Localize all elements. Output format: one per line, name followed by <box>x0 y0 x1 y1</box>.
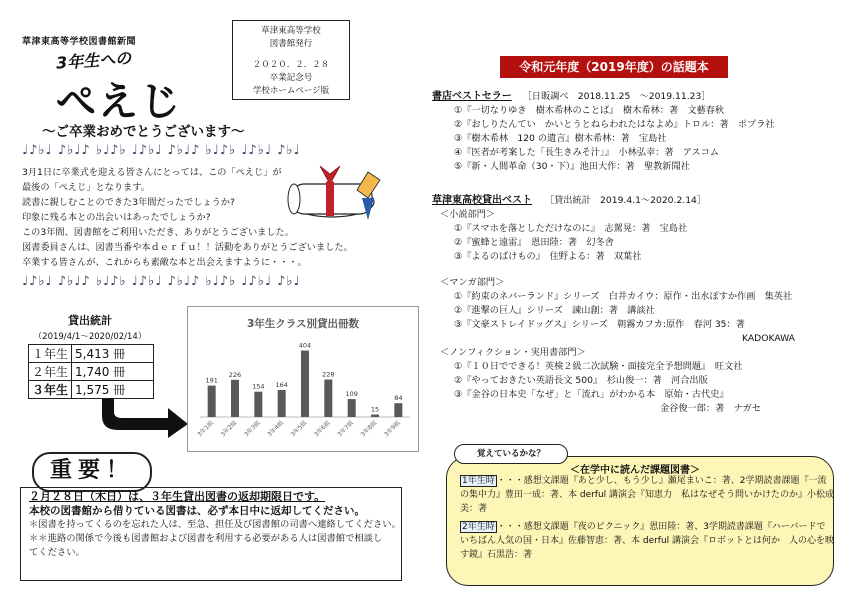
grade1-line: の集中力』豊田一成：著、本 derful 講演会『知恵力 私はなぜそう問いかけたのか』小松成 <box>460 490 835 500</box>
stats-period: （2019/4/1～2020/02/14） <box>33 332 147 342</box>
manga-publisher: KADOKAWA <box>742 333 795 344</box>
grade-cell: ３年生 <box>29 381 72 399</box>
stats-row <box>29 363 154 381</box>
chart-tick-label: 3年6組 <box>312 419 332 439</box>
assigned-books-title: ＜在学中に読んだ課題図書＞ <box>570 465 700 476</box>
chart-data-label: 154 <box>252 382 265 391</box>
stats-row <box>29 381 154 399</box>
message-line: この3年間、図書館をご利用いただき、ありがとうございました。 <box>22 227 294 238</box>
remember-bubble: 覚えているかな？ <box>454 444 568 464</box>
chart-tick-label: 3年2組 <box>219 419 239 439</box>
manga-header: ＜マンガ部門＞ <box>440 277 505 288</box>
chart-tick-label: 3年9組 <box>382 419 402 439</box>
class-lending-chart <box>187 306 419 452</box>
chart-bar <box>394 403 402 417</box>
chart-data-label: 164 <box>275 381 288 390</box>
return-instruction: 本校の図書館から借りている図書は、必ず本日中に返却してください。 <box>29 505 365 517</box>
manga-item: ②『進撃の巨人』シリーズ 諫山創：著 講談社 <box>454 305 655 316</box>
notice-line: ＊＊進路の関係で今後も図書館および図書を利用する必要がある人は図書館で相談し <box>29 533 383 544</box>
chart-data-label: 228 <box>322 370 335 379</box>
message-line: 最後の「ぺえじ」となります。 <box>22 182 150 193</box>
chart-tick-label: 3年8組 <box>359 419 379 439</box>
chart-bar <box>348 399 356 417</box>
grade1-tag: 1年生時 <box>462 476 495 486</box>
store-item: ⑤『新・人間革命（30・下）』池田大作：著 聖教新聞社 <box>454 161 690 172</box>
chart-data-label: 226 <box>228 370 242 379</box>
nonfiction-item: ②『やっておきたい英語長文 500』 杉山俊一：著 河合出版 <box>454 375 708 386</box>
deadline-text: ２月２８日（木日）は、３年生貸出図書の返却期限日です。 <box>29 490 326 503</box>
publisher-name: 草津東高等学校図書館新聞 <box>22 37 137 47</box>
store-period: ［日販調べ 2018.11.25 ～2019.11.23］ <box>522 91 711 102</box>
novel-header: ＜小説部門＞ <box>440 209 496 220</box>
music-notes-top: ♩♪♭♩ ♪♭♩♪ ♭♩♪♭ ♩♪♭♩ ♪♭♩♪ ♭♩♪♭ ♩♪♭♩ ♪♭♩ <box>22 143 301 158</box>
stats-table <box>28 344 154 399</box>
chart-tick-label: 3年5組 <box>289 419 309 439</box>
info-school: 草津東高等学校 <box>261 26 321 36</box>
pointer-arrow-icon <box>96 398 192 438</box>
farewell-message <box>22 165 353 270</box>
nonfiction-item: ①『１０日でできる！英検２級二次試験・面接完全予想問題』 旺文社 <box>454 361 743 372</box>
message-line: 3月1日に卒業式を迎える皆さんにとっては、この「ぺえじ」が <box>22 167 282 178</box>
grade2-line: いちばん人気の国・日本』佐藤智恵：著、本 derful 講演会『ロボットとは何か 人の心を映 <box>460 536 835 546</box>
chart-bar <box>208 386 216 417</box>
school-header: 草津東高校貸出ベスト <box>432 195 532 206</box>
chart-bar <box>278 390 286 417</box>
novel-item: ①『スマホを落としただけなのに』 志駕晃：著 宝島社 <box>454 223 688 234</box>
manga-item: ③『文豪ストレイドッグス』シリーズ 朝霧カフカ:原作 春河 35：著 <box>454 319 745 330</box>
congrats-heading: ～ご卒業おめでとうございます～ <box>42 124 245 140</box>
grade2-tag: 2年生時 <box>462 522 495 532</box>
count-cell: 1,740 冊 <box>72 363 154 381</box>
grade1-line: 美：著 <box>460 504 488 514</box>
nonfiction-author: 金谷俊一郎：著 ナガセ <box>660 403 761 414</box>
store-bestseller-section <box>432 90 775 174</box>
count-cell: 5,413 冊 <box>72 345 154 363</box>
info-issuer: 図書館発行 <box>269 39 313 49</box>
school-period: ［貸出統計 2019.4.1～2020.2.14］ <box>544 195 707 206</box>
chart-data-label: 109 <box>345 390 358 399</box>
store-header: 書店ベストセラー <box>432 91 512 102</box>
novel-item: ②『蜜蜂と遠雷』 恩田陸：著 幻冬舎 <box>454 237 614 248</box>
chart-tick-label: 3年3組 <box>242 419 262 439</box>
info-edition: 卒業記念号 <box>269 73 313 83</box>
grade-cell: ２年生 <box>29 363 72 381</box>
music-notes-bottom: ♩♪♭♩ ♪♭♩♪ ♭♩♪♭ ♩♪♭♩ ♪♭♩♪ ♭♩♪♭ ♩♪♭♩ ♪♭♩ <box>22 274 301 289</box>
stats-row <box>29 345 154 363</box>
newsletter-title: ぺえじ <box>56 78 182 125</box>
chart-svg <box>188 307 418 451</box>
info-date: ２０２０．２．２８ <box>252 60 330 70</box>
chart-bar <box>254 392 262 417</box>
chart-bar <box>301 351 309 417</box>
chart-tick-label: 3年4組 <box>266 419 286 439</box>
notice-line: ＊図書を持ってくるのを忘れた人は、至急、担任及び図書館の司書へ連絡してください。 <box>29 519 401 530</box>
chart-bar <box>324 380 332 417</box>
topics-heading: 令和元年度（2019年度）の話題本 <box>500 56 728 78</box>
chart-data-label: 15 <box>370 405 380 414</box>
message-line: 印象に残る本との出会いはあったでしょうか? <box>22 212 211 223</box>
store-item: ②『おしりたんてい かいとうとねらわれたはなよめ』トロル：著 ポプラ社 <box>454 119 775 130</box>
issue-info-box <box>232 20 350 100</box>
grade2-line: ・・・感想文課題『夜のピクニック』恩田陸：著、3学期読書課題『ハーバードで <box>496 522 826 532</box>
stats-title: 貸出統計 <box>68 314 112 327</box>
store-item: ④『医者が考案した「長生きみそ汁」』 小林弘幸：著 アスコム <box>454 147 720 158</box>
school-best-section <box>432 194 795 416</box>
message-line: 卒業する皆さんが、これからも素敵な本と出会えますように・・・。 <box>22 257 307 268</box>
title-top: 3年生への <box>55 48 132 73</box>
nonfiction-item: ③『金谷の日本史「なぜ」と「流れ」がわかる本 原始・古代史』 <box>454 389 729 400</box>
chart-data-label: 404 <box>298 341 312 350</box>
chart-tick-label: 3年1組 <box>196 419 216 439</box>
nonfiction-header: ＜ノンフィクション・実用書部門＞ <box>440 347 586 358</box>
info-version: 学校ホームページ版 <box>252 86 330 96</box>
message-line: 図書委員さんは、図書当番や本ｄｅｒｆｕ！！活動をありがとうございました。 <box>22 242 353 253</box>
grade-cell: １年生 <box>29 345 72 363</box>
chart-bar <box>231 380 239 417</box>
important-label: 重要！ <box>32 452 152 492</box>
store-item: ①『一切なりゆき 樹木希林のことば』 樹木希林：著 文藝春秋 <box>454 105 725 116</box>
chart-bar <box>371 415 379 417</box>
return-notice <box>20 487 402 581</box>
message-line: 読書に親しむことのできた3年間だったでしょうか? <box>22 197 235 208</box>
store-item: ③『樹木希林 120 の遺言』樹木希林：著 宝島社 <box>454 133 667 144</box>
chart-title: 3年生クラス別貸出冊数 <box>247 318 359 330</box>
count-cell: 1,575 冊 <box>72 381 154 399</box>
notice-line: てください。 <box>29 547 85 558</box>
manga-item: ①『約束のネバーランド』シリーズ 白井カイウ：原作・出水ぽすか作画 集英社 <box>454 291 793 302</box>
grade2-line: す鏡』石黒浩：著 <box>460 550 533 560</box>
novel-item: ③『よるのばけもの』 住野よる：著 双葉社 <box>454 251 642 262</box>
chart-data-label: 191 <box>205 376 218 385</box>
grade1-line: ・・・感想文課題『あと少し、もう少し』瀬尾まいこ：著、2学期読書課題『一流 <box>496 476 827 486</box>
chart-data-label: 84 <box>394 394 403 403</box>
chart-tick-label: 3年7組 <box>336 419 356 439</box>
assigned-books-text <box>460 474 835 562</box>
